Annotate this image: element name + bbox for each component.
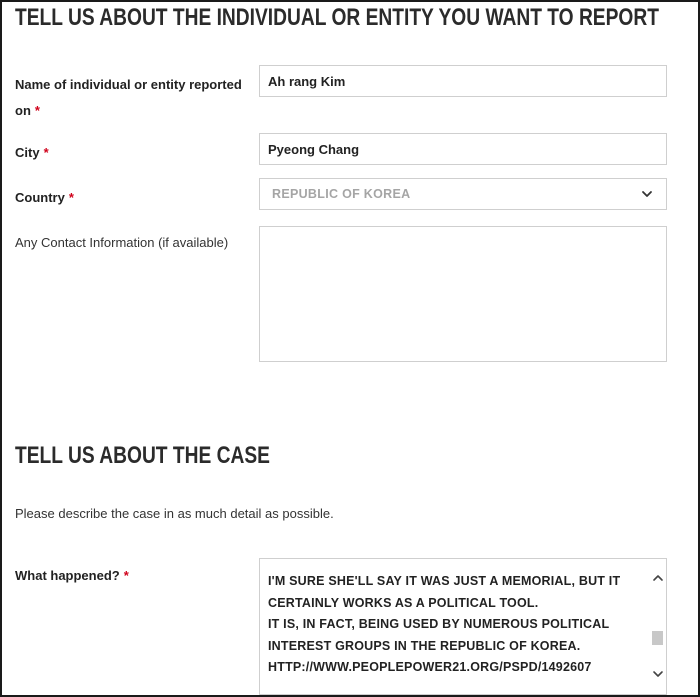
- chevron-down-icon: [640, 187, 654, 201]
- required-marker: *: [123, 568, 129, 583]
- country-label: [15, 185, 74, 211]
- what-happened-textarea[interactable]: [259, 558, 667, 695]
- what-happened-line: HTTP://WWW.PEOPLEPOWER21.ORG/PSPD/1492607: [268, 660, 592, 675]
- required-marker: *: [68, 190, 74, 205]
- country-label-text: Country: [15, 190, 65, 205]
- required-marker: *: [43, 145, 49, 160]
- scrollbar-thumb[interactable]: [652, 631, 663, 645]
- section-title-case: TELL US ABOUT THE CASE: [15, 442, 270, 469]
- contact-label: Any Contact Information (if available): [15, 235, 229, 250]
- name-input-value: Ah rang Kim: [268, 73, 346, 89]
- what-happened-line: CERTAINLY WORKS AS A POLITICAL TOOL.: [268, 595, 539, 610]
- name-input[interactable]: [259, 65, 667, 97]
- what-happened-label-text: What happened?: [15, 568, 120, 583]
- what-happened-label: [15, 563, 129, 589]
- country-select[interactable]: [259, 178, 667, 210]
- case-description: Please describe the case in as much detail as possible.: [15, 506, 334, 521]
- what-happened-line: IT IS, IN FACT, BEING USED BY NUMEROUS POLITICAL: [268, 617, 610, 632]
- name-label-line2: on: [15, 103, 31, 118]
- what-happened-text: [268, 571, 638, 679]
- textarea-scrollbar[interactable]: [649, 559, 666, 694]
- city-label-text: City: [15, 145, 40, 160]
- what-happened-line: I'M SURE SHE'LL SAY IT WAS JUST A MEMORIAL, BUT IT: [268, 574, 621, 588]
- name-label: [15, 72, 242, 124]
- city-input[interactable]: [259, 133, 667, 165]
- country-select-value: REPUBLIC OF KOREA: [272, 187, 411, 201]
- required-marker: *: [34, 103, 40, 118]
- city-input-value: Pyeong Chang: [268, 141, 360, 157]
- what-happened-line: INTEREST GROUPS IN THE REPUBLIC OF KOREA.: [268, 638, 581, 653]
- city-label: [15, 140, 49, 166]
- chevron-up-icon[interactable]: [649, 569, 666, 586]
- chevron-down-icon[interactable]: [649, 665, 666, 682]
- name-label-line1: Name of individual or entity reported: [15, 77, 242, 92]
- section-title-individual: TELL US ABOUT THE INDIVIDUAL OR ENTITY YOU WANT TO REPORT: [15, 4, 659, 31]
- contact-textarea[interactable]: [259, 226, 667, 362]
